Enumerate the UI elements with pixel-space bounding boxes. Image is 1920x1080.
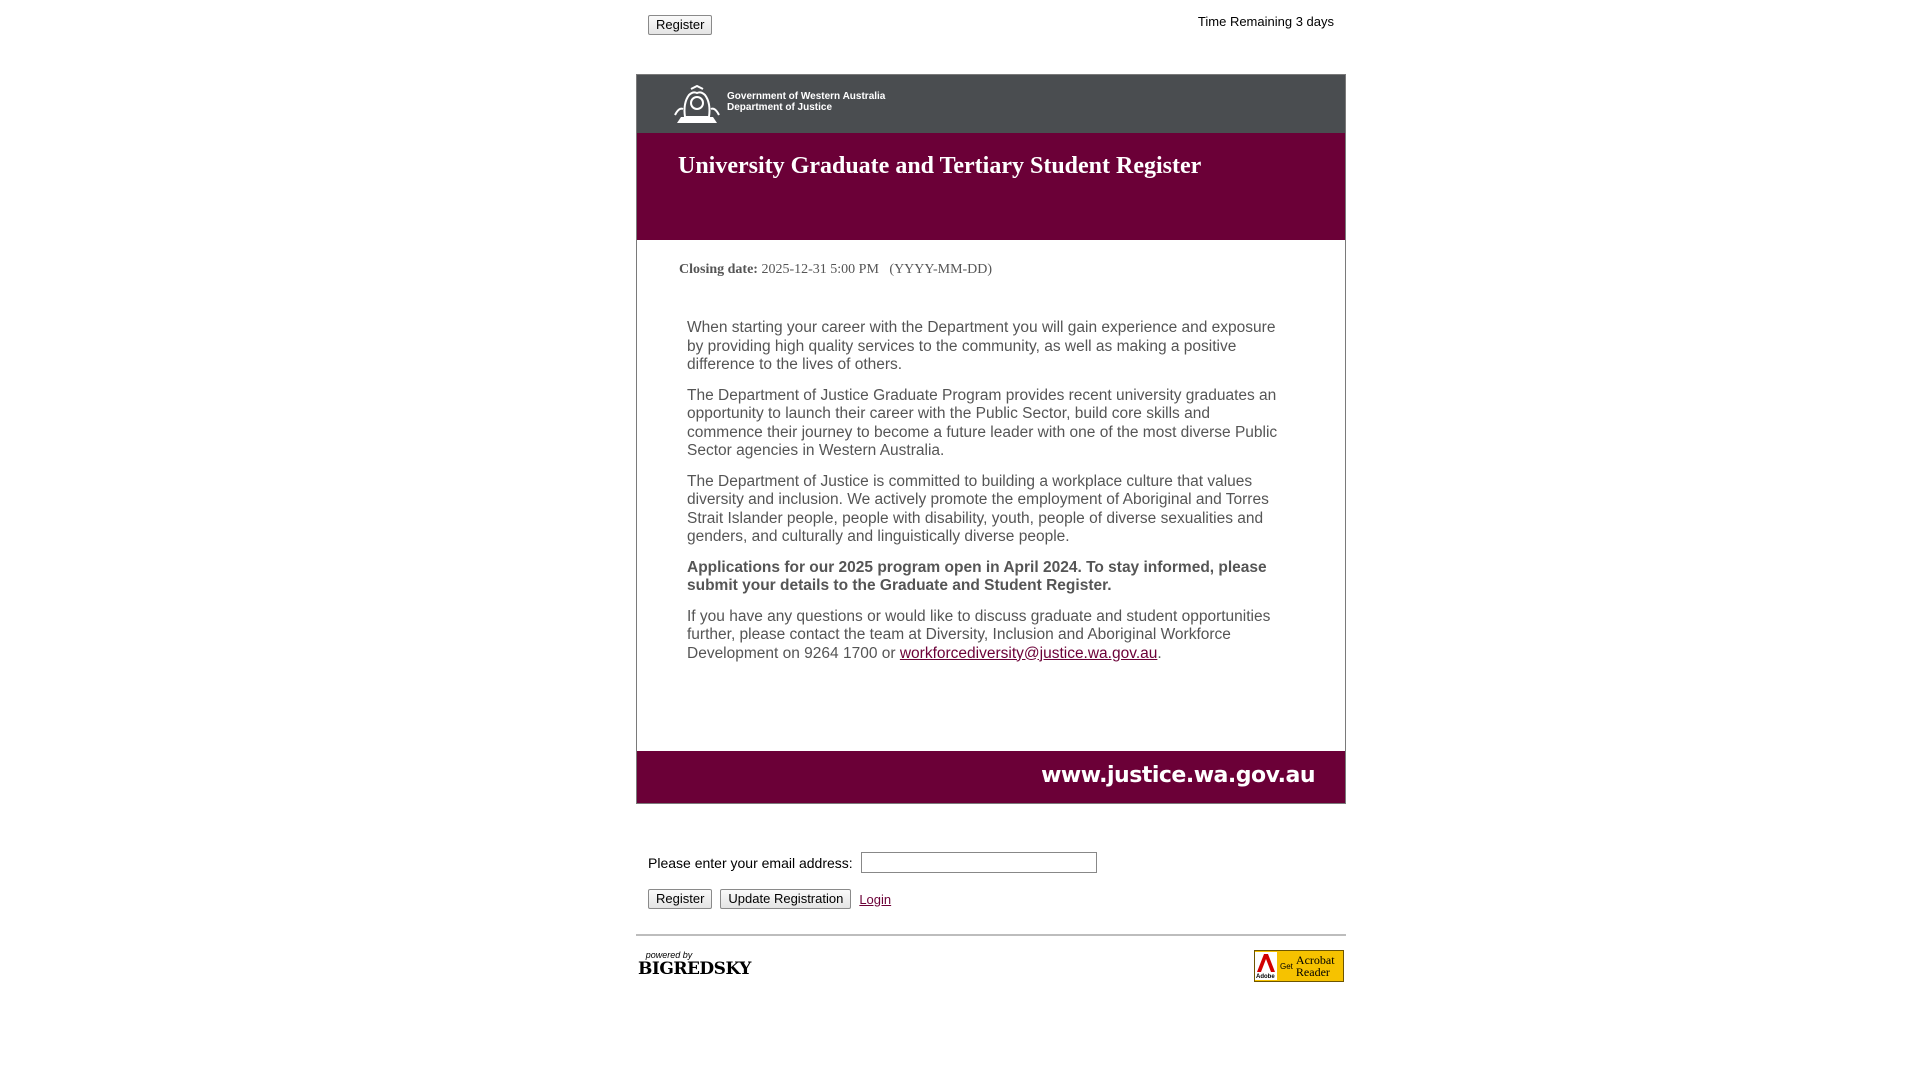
description-paragraph-3: The Department of Justice is committed to building a workplace culture that values diversity and inclusion. We actively promote the employment of Aboriginal and Torres Strait Islander people, people with disability, youth, people of diverse sexualities and genders, and culturally and linguistically diverse people. (687, 472, 1269, 545)
closing-date-format: (YYYY-MM-DD) (889, 262, 993, 277)
wa-crest-icon (671, 85, 723, 125)
closing-date-label: Closing date: (679, 262, 758, 277)
closing-date-value: 2025-12-31 5:00 PM (761, 262, 879, 277)
job-panel (636, 74, 1346, 804)
contact-text: If you have any questions or would like to discuss graduate and student opportunities further, please contact the team at Diversity, Inclusion and Aboriginal Workforce Development on 9264 1700 or (687, 607, 1271, 662)
powered-by-logo (638, 950, 751, 982)
adobe-icon (1255, 952, 1277, 980)
closing-date (679, 262, 992, 278)
gov-header-bar (637, 75, 1345, 133)
login-link[interactable]: Login (859, 891, 892, 907)
description-paragraph-1: When starting your career with the Department you will gain experience and exposure by providing high quality services to the community, as well as making a positive difference to the lives of others. (687, 319, 1276, 373)
footer-bar (637, 751, 1345, 803)
gov-line-1: Government of Western Australia (727, 91, 886, 102)
acrobat-text: Acrobat Reader (1295, 953, 1335, 979)
page-title: University Graduate and Tertiary Student Register (678, 153, 1202, 179)
powered-by-text: powered by (645, 950, 693, 960)
bigredsky-brand: BIGREDSKY (638, 959, 751, 979)
email-input[interactable] (861, 852, 1097, 873)
register-button[interactable]: Register (648, 889, 712, 909)
top-register-button[interactable]: Register (648, 15, 712, 35)
time-remaining: Time Remaining 3 days (1197, 14, 1334, 29)
email-row (648, 852, 1097, 873)
description-paragraph-5 (687, 608, 1287, 664)
adobe-a-icon (1255, 952, 1277, 974)
title-bar (637, 133, 1345, 240)
contact-email-link[interactable]: workforcediversity@justice.wa.gov.au (899, 644, 1158, 662)
gov-logo-text (727, 91, 885, 113)
acrobat-reader-badge[interactable] (1254, 950, 1344, 982)
gov-line-2: Department of Justice (727, 102, 833, 113)
update-registration-button[interactable]: Update Registration (720, 889, 851, 909)
job-description (687, 319, 1287, 675)
adobe-label: Adobe (1256, 974, 1275, 980)
action-row (648, 889, 891, 909)
divider (636, 934, 1346, 936)
email-label: Please enter your email address: (648, 854, 853, 871)
acrobat-get: Get (1280, 961, 1293, 971)
description-paragraph-4: Applications for our 2025 program open in April 2024. To stay informed, please submit your details to the Graduate and Student Register. (687, 558, 1267, 594)
footer-url: www.justice.wa.gov.au (1041, 763, 1315, 788)
contact-text-end: . (1157, 644, 1162, 662)
description-paragraph-2: The Department of Justice Graduate Program provides recent university graduates an opportunity to launch their career with the Public Sector, build core skills and commence their journey to become a future leader with one of the most diverse Public Sector agencies in Western Australia. (687, 386, 1278, 459)
